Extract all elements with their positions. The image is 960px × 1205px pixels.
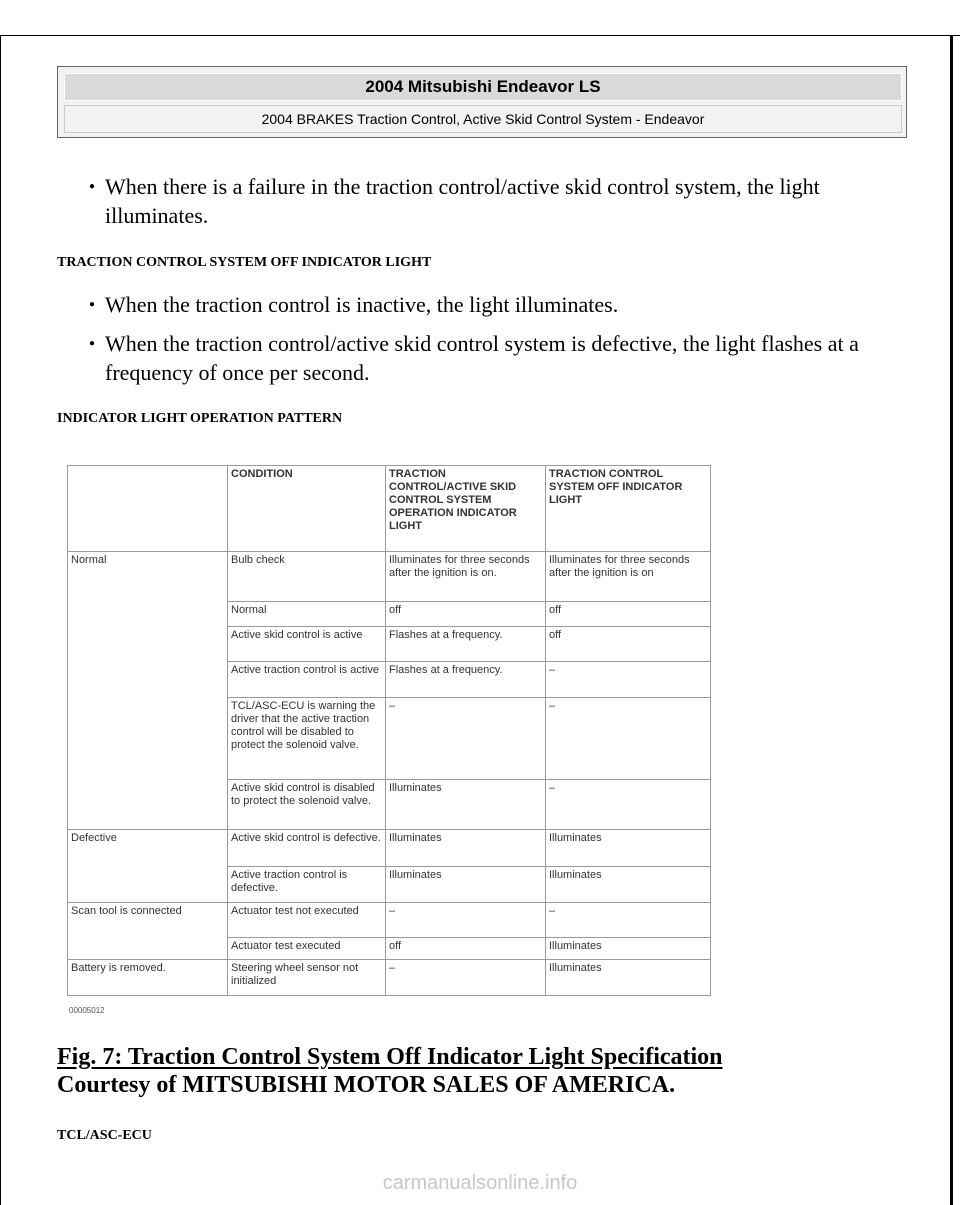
table-header-off-light: TRACTION CONTROL SYSTEM OFF INDICATOR LIGHT [546, 466, 711, 552]
figure-caption[interactable]: Fig. 7: Traction Control System Off Indicator Light Specification [57, 1044, 723, 1070]
table-cell-condition: Actuator test executed [228, 938, 386, 960]
table-cell-off-light: Illuminates for three seconds after the ignition is on [546, 552, 711, 602]
table-cell-off-light: Illuminates [546, 960, 711, 996]
header-title: 2004 Mitsubishi Endeavor LS [64, 73, 902, 101]
table-row [68, 903, 711, 938]
table-cell-operation-light: off [386, 602, 546, 627]
page-frame-top [0, 35, 960, 36]
table-cell-condition: Bulb check [228, 552, 386, 602]
table-cell-condition: Active skid control is active [228, 627, 386, 662]
table-cell-state: Normal [68, 552, 228, 830]
table-header-operation-light: TRACTION CONTROL/ACTIVE SKID CONTROL SYSTEM OPERATION INDICATOR LIGHT [386, 466, 546, 552]
table-cell-operation-light: off [386, 938, 546, 960]
table-row [68, 960, 711, 996]
table-header-row [68, 466, 711, 552]
table-row [68, 552, 711, 602]
table-cell-condition: Active skid control is disabled to protect the solenoid valve. [228, 780, 386, 830]
table-cell-off-light: – [546, 698, 711, 780]
table-cell-condition: Active skid control is defective. [228, 830, 386, 867]
table-cell-off-light: – [546, 780, 711, 830]
section-heading-tcl-asc-ecu: TCL/ASC-ECU [57, 1128, 152, 1143]
table-cell-condition: Active traction control is defective. [228, 867, 386, 903]
section-heading-operation-pattern: INDICATOR LIGHT OPERATION PATTERN [57, 411, 343, 426]
table-cell-state: Scan tool is connected [68, 903, 228, 960]
document-header [57, 66, 907, 138]
page-frame-left [0, 35, 1, 1205]
table-cell-operation-light: – [386, 903, 546, 938]
figure-courtesy: Courtesy of MITSUBISHI MOTOR SALES OF AMERICA. [57, 1072, 676, 1098]
table-cell-operation-light: Flashes at a frequency. [386, 662, 546, 698]
bullet-item: ● When the traction control/active skid control system is defective, the light flashes at a frequency of once per second. [60, 329, 900, 387]
table-cell-operation-light: Flashes at a frequency. [386, 627, 546, 662]
table-cell-off-light: – [546, 662, 711, 698]
intro-bullet-list [60, 172, 900, 240]
page-frame-right [950, 35, 953, 1205]
section-heading-tcs-off-light: TRACTION CONTROL SYSTEM OFF INDICATOR LIGHT [57, 255, 432, 270]
table-header-condition: CONDITION [228, 466, 386, 552]
header-subtitle: 2004 BRAKES Traction Control, Active Skid Control System - Endeavor [64, 105, 902, 133]
table-cell-condition: Active traction control is active [228, 662, 386, 698]
figure-code: 00005012 [69, 1006, 105, 1015]
tcs-off-bullet-list [60, 290, 900, 397]
table-row [68, 830, 711, 867]
bullet-item: ● When the traction control is inactive, the light illuminates. [60, 290, 900, 319]
table-cell-condition: Steering wheel sensor not initialized [228, 960, 386, 996]
table-cell-operation-light: Illuminates [386, 830, 546, 867]
indicator-light-spec-table [67, 465, 711, 996]
table-cell-condition: Actuator test not executed [228, 903, 386, 938]
table-cell-state: Battery is removed. [68, 960, 228, 996]
table-cell-off-light: off [546, 627, 711, 662]
table-cell-off-light: off [546, 602, 711, 627]
table-cell-off-light: Illuminates [546, 938, 711, 960]
table-header-blank [68, 466, 228, 552]
table-cell-operation-light: Illuminates [386, 867, 546, 903]
table-cell-operation-light: Illuminates [386, 780, 546, 830]
table-cell-off-light: Illuminates [546, 867, 711, 903]
table-cell-operation-light: – [386, 698, 546, 780]
table-cell-state: Defective [68, 830, 228, 903]
table-cell-off-light: – [546, 903, 711, 938]
table-cell-condition: Normal [228, 602, 386, 627]
table-cell-operation-light: – [386, 960, 546, 996]
table-cell-off-light: Illuminates [546, 830, 711, 867]
table-cell-condition: TCL/ASC-ECU is warning the driver that the active traction control will be disabled to protect the solenoid valve. [228, 698, 386, 780]
table-cell-operation-light: Illuminates for three seconds after the ignition is on. [386, 552, 546, 602]
watermark: carmanualsonline.info [382, 1172, 578, 1194]
bullet-item: ● When there is a failure in the traction control/active skid control system, the light illuminates. [60, 172, 900, 230]
